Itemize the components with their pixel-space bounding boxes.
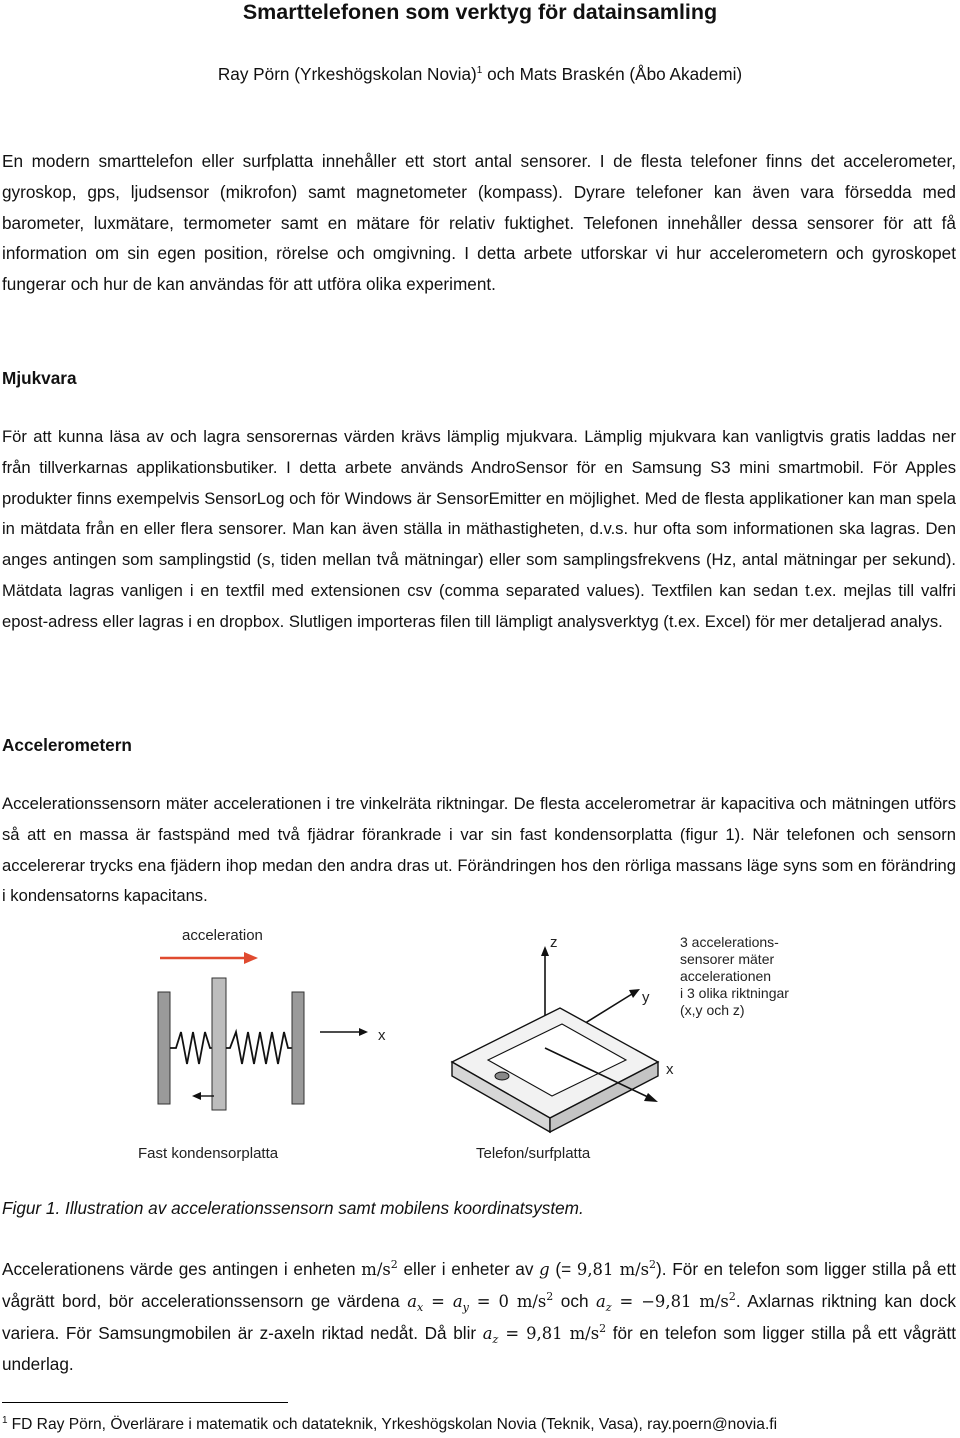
units-text-7: för en telefon som ligger stilla på ett vågrätt underlag. [2,1322,956,1375]
footnote-number: 1 [2,1415,8,1426]
units-paragraph [2,1254,956,1380]
units-text-6: . Axlarnas riktning kan dock variera. För Samsungmobilen är z-axeln riktad nedåt. Då blir [2,1290,956,1343]
left-axis-x-label: x [378,1027,386,1044]
az-exp: 2 [728,1289,736,1303]
az-value: = −9,81 m/s [611,1291,729,1311]
accelerometer-paragraph: Accelerationssensorn mäter accelerationen i tre vinkelräta riktningar. De flesta accelerometrar är kapacitiva och mätningen utförs så att en massa är fastspänd med två fjädrar förankrade i var sin fast kondensorplatta (figur 1). När telefonen och sensorn accelererar trycks ena fjädern ihop medan den andra dras ut. Förändringen hos den rörliga massans läge syns som en förändring i kondensatorns kapacitans. [2,794,956,906]
unit-ms2-exp: 2 [390,1258,398,1271]
az2-subscript: z [492,1332,499,1346]
footnote-mark: 1 [476,65,483,76]
unit-ms2-base: m/s [361,1260,391,1279]
author-line [0,62,960,86]
az2-equation [482,1321,607,1346]
units-text-1: Accelerationens värde ges antingen i enheten [2,1259,362,1279]
footnote [2,1414,956,1436]
author-connector: och [482,64,520,84]
axy-equation [407,1289,554,1314]
phone-home-button [495,1072,509,1080]
mass-motion-arrowhead [192,1092,201,1100]
axis-x-arrowhead [644,1093,658,1102]
document-title: Smarttelefonen som verktyg för datainsamling [242,0,718,24]
g-value-base: 9,81 m/s [576,1260,650,1279]
g-symbol: g [539,1260,550,1279]
sensor-note-line-5: (x,y och z) [680,1002,745,1018]
az2-exp: 2 [599,1321,607,1335]
axis-z-arrowhead [541,946,549,956]
units-text-2: eller i enheter av [397,1259,540,1279]
axis-arrowhead-x [359,1028,368,1036]
footnote-rule [2,1402,288,1403]
spring-left [170,1032,212,1064]
sensor-note-line-2: sensorer mäter [680,951,775,967]
ax-symbol: a [407,1291,418,1311]
ax-subscript: x [417,1300,424,1314]
axis-z-label: z [550,934,558,951]
sensor-note-line-4: i 3 olika riktningar [680,985,789,1001]
fixed-plate-label: Fast kondensorplatta [138,1145,279,1162]
units-text-5: och [553,1290,597,1311]
heading-mjukvara: Mjukvara [2,368,77,388]
sensor-note-line-1: 3 accelerations- [680,934,779,950]
az-subscript: z [605,1300,612,1314]
software-paragraph: För att kunna läsa av och lagra sensorernas värden krävs lämplig mjukvara. Lämplig mjukvara kan vanligtvis gratis laddas ner från tillverkarnas applikationsbutiker. I detta arbete används AndroSensor för en Samsung S3 mini smartmobil. För Apples produkter finns exempelvis SensorLog och för Windows är SensorEmitter en möjlighet. Med de flesta applikationer kan man spela in mätdata från en eller flera sensorer. Man kan även ställa in mäthastigheten, d.v.s. hur ofta som informationen ska lagras. Den anges antingen som samplingstid (s, tiden mellan två mätningar) eller som samplingsfrekvens (Hz, antal mätningar per sekund). Mätdata lagras vanligen i en textfil med extensionen csv (comma separated values). Textfilen kan sedan t.ex. mejlas till valfri epost-adress eller lagras i en dropbox. Slutligen importeras filen till lämpligt analysverktyg (t.ex. Excel) för mer detaljerad analys. [2,427,956,631]
axis-x-label: x [666,1061,674,1078]
spring-right [226,1032,292,1064]
phone-label: Telefon/surfplatta [476,1145,591,1162]
ay-symbol: a [452,1291,463,1311]
fixed-plate-right [292,992,304,1104]
g-value-exp: 2 [649,1258,657,1271]
sensor-note-line-3: accelerationen [680,968,772,984]
axis-y-arrowhead [629,989,640,998]
az2-symbol: a [482,1323,493,1343]
axis-y-label: y [642,989,650,1006]
intro-paragraph: En modern smarttelefon eller surfplatta innehåller ett stort antal sensorer. I de flesta telefoner finns det accelerometer, gyroskop, gps, ljudsensor (mikrofon) samt magnetometer (kompass). Dyrare telefoner kan även vara försedda med barometer, luxmätare, termometer samt en mätare för relativ fuktighet. Telefonen innehåller dessa sensorer för att få information om sin egen position, rörelse och omgivning. I detta arbete utforskar vi hur accelerometern och gyroskopet fungerar och hur de kan användas för att utföra olika experiment. [2,151,956,295]
author-2: Mats Braskén (Åbo Akademi) [519,64,743,84]
units-text-3: (= [549,1259,577,1279]
units-text-4: ). För en telefon som ligger stilla på ett vågrätt bord, bör accelerationssensorn ge värdena [2,1259,957,1311]
ay-subscript: y [462,1300,469,1314]
g-value [577,1260,656,1279]
footnote-text: FD Ray Pörn, Överlärare i matematik och datateknik, Yrkeshögskolan Novia (Teknik, Vasa), ray.poern@novia.fi [11,1416,778,1433]
az-equation [596,1289,736,1314]
author-1: Ray Pörn (Yrkeshögskolan Novia) [217,64,477,84]
axy-value: = 0 m/s [468,1291,547,1311]
acceleration-arrowhead [244,952,258,964]
axy-equals: = [423,1291,453,1311]
figure-1-illustration [130,920,830,1170]
figure-1 [130,920,830,1170]
az-symbol: a [596,1291,606,1311]
unit-ms2 [361,1260,397,1279]
axy-exp: 2 [546,1289,554,1303]
az2-value: = 9,81 m/s [498,1323,600,1343]
fixed-plate-left [158,992,170,1104]
figure-caption: Figur 1. Illustration av accelerationssensorn samt mobilens koordinatsystem. [2,1198,584,1218]
moving-mass-plate-1 [212,978,226,1110]
acceleration-label: acceleration [182,927,263,944]
heading-accelerometern: Accelerometern [2,735,132,755]
